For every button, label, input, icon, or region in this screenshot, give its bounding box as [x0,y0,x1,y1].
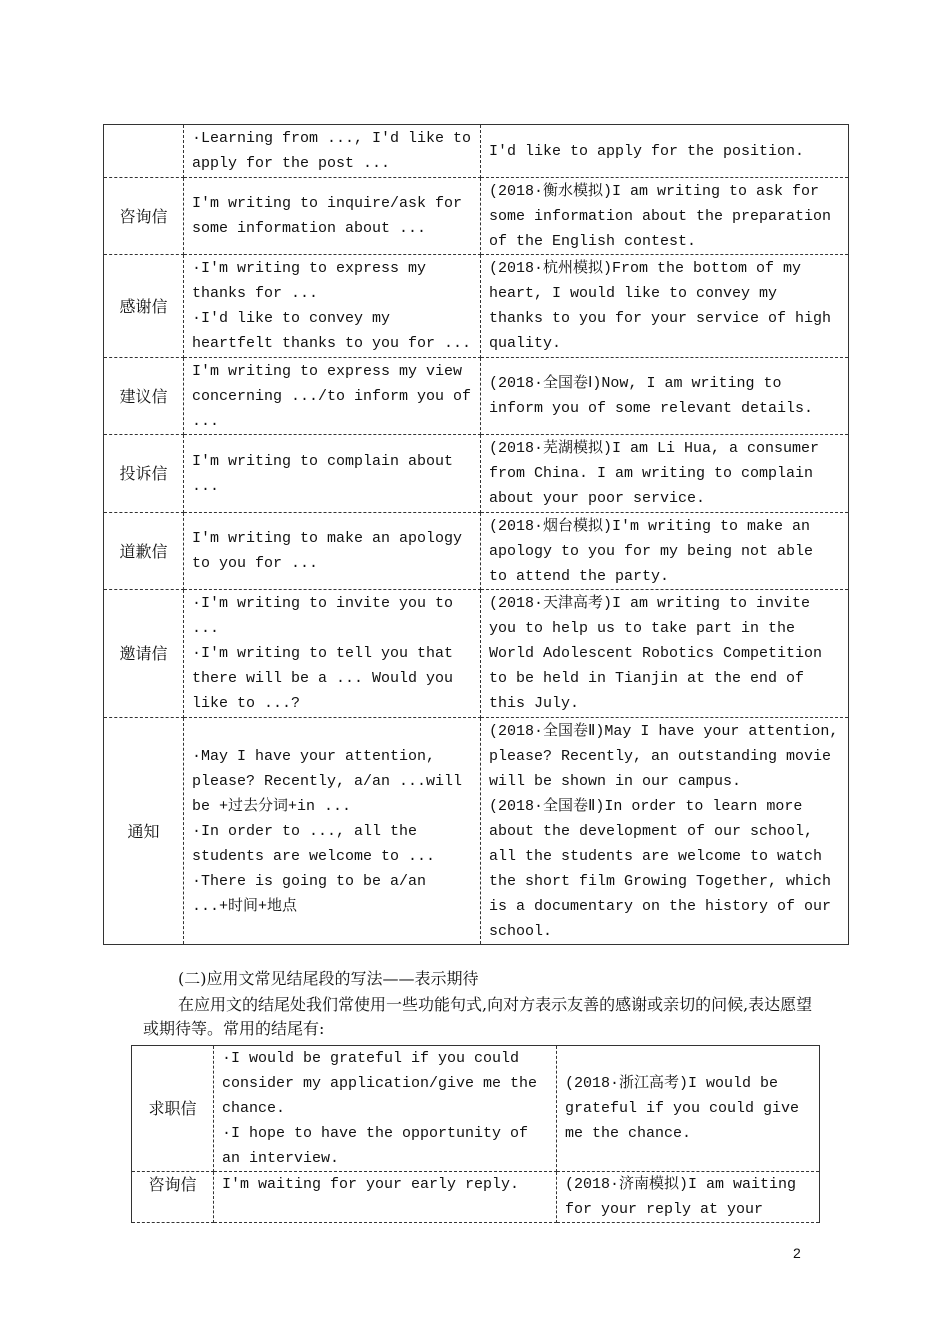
letter-type: 建议信 [104,358,184,435]
table-row [132,1172,820,1223]
example-cell: (2018·浙江高考)I would be grateful if you could give me the chance. [557,1046,820,1172]
expressions-table-openings [103,124,849,945]
intro-paragraph: 在应用文的结尾处我们常使用一些功能句式,向对方表示友善的感谢或亲切的问候,表达愿望或期待等。常用的结尾有: [143,995,813,1038]
example-cell: (2018·全国卷Ⅱ)May I have your attention, please? Recently, an outstanding movie will be shown in our campus. (2018·全国卷Ⅱ)In order to learn more about the development of our school, all the students are welcome to watch the short film Growing Together, which is a documentary on the history of our school. [481,718,849,945]
table-row [104,590,849,718]
table-row [104,255,849,358]
phrase-cell: I'm writing to inquire/ask for some information about ... [184,178,481,255]
letter-type: 求职信 [132,1046,214,1172]
table-row [104,435,849,513]
example-cell: (2018·天津高考)I am writing to invite you to help us to take part in the World Adolescent Robotics Competition to be held in Tianjin at the end of this July. [481,590,849,718]
table-row [104,513,849,590]
phrase-cell: I'm waiting for your early reply. [214,1172,557,1223]
phrase-cell: ·I'm writing to express my thanks for ... ·I'd like to convey my heartfelt thanks to you for ... [184,255,481,358]
example-cell: (2018·衡水模拟)I am writing to ask for some information about the preparation of the English contest. [481,178,849,255]
phrase-cell: ·Learning from ..., I'd like to apply for the post ... [184,125,481,178]
table-row [132,1046,820,1172]
example-cell: (2018·芜湖模拟)I am Li Hua, a consumer from China. I am writing to complain about your poor service. [481,435,849,513]
example-cell: (2018·烟台模拟)I'm writing to make an apology to you for my being not able to attend the party. [481,513,849,590]
letter-type: 邀请信 [104,590,184,718]
letter-type [104,125,184,178]
phrase-cell: I'm writing to express my view concerning .../to inform you of ... [184,358,481,435]
phrase-cell: ·May I have your attention, please? Recently, a/an ...will be +过去分词+in ... ·In order to ..., all the students are welcome to ... ·There is going to be a/an ...+时间+地点 [184,718,481,945]
table-row [104,178,849,255]
letter-type: 投诉信 [104,435,184,513]
letter-type: 道歉信 [104,513,184,590]
page-number: 2 [793,1245,801,1261]
example-cell: (2018·杭州模拟)From the bottom of my heart, I would like to convey my thanks to you for your service of high quality. [481,255,849,358]
phrase-cell: I'm writing to make an apology to you for ... [184,513,481,590]
example-cell: (2018·济南模拟)I am waiting for your reply at your [557,1172,820,1223]
section-heading: (二)应用文常见结尾段的写法——表示期待 [178,969,479,988]
phrase-cell: ·I would be grateful if you could consider my application/give me the chance. ·I hope to have the opportunity of an interview. [214,1046,557,1172]
phrase-cell: I'm writing to complain about ... [184,435,481,513]
table-row [104,718,849,945]
table-row [104,358,849,435]
letter-type: 咨询信 [104,178,184,255]
example-cell: I'd like to apply for the position. [481,125,849,178]
table-row [104,125,849,178]
phrase-cell: ·I'm writing to invite you to ... ·I'm writing to tell you that there will be a ... Would you like to ...? [184,590,481,718]
letter-type: 通知 [104,718,184,945]
example-cell: (2018·全国卷Ⅰ)Now, I am writing to inform you of some relevant details. [481,358,849,435]
letter-type: 感谢信 [104,255,184,358]
letter-type: 咨询信 [132,1172,214,1223]
expressions-table-closings [131,1045,820,1223]
